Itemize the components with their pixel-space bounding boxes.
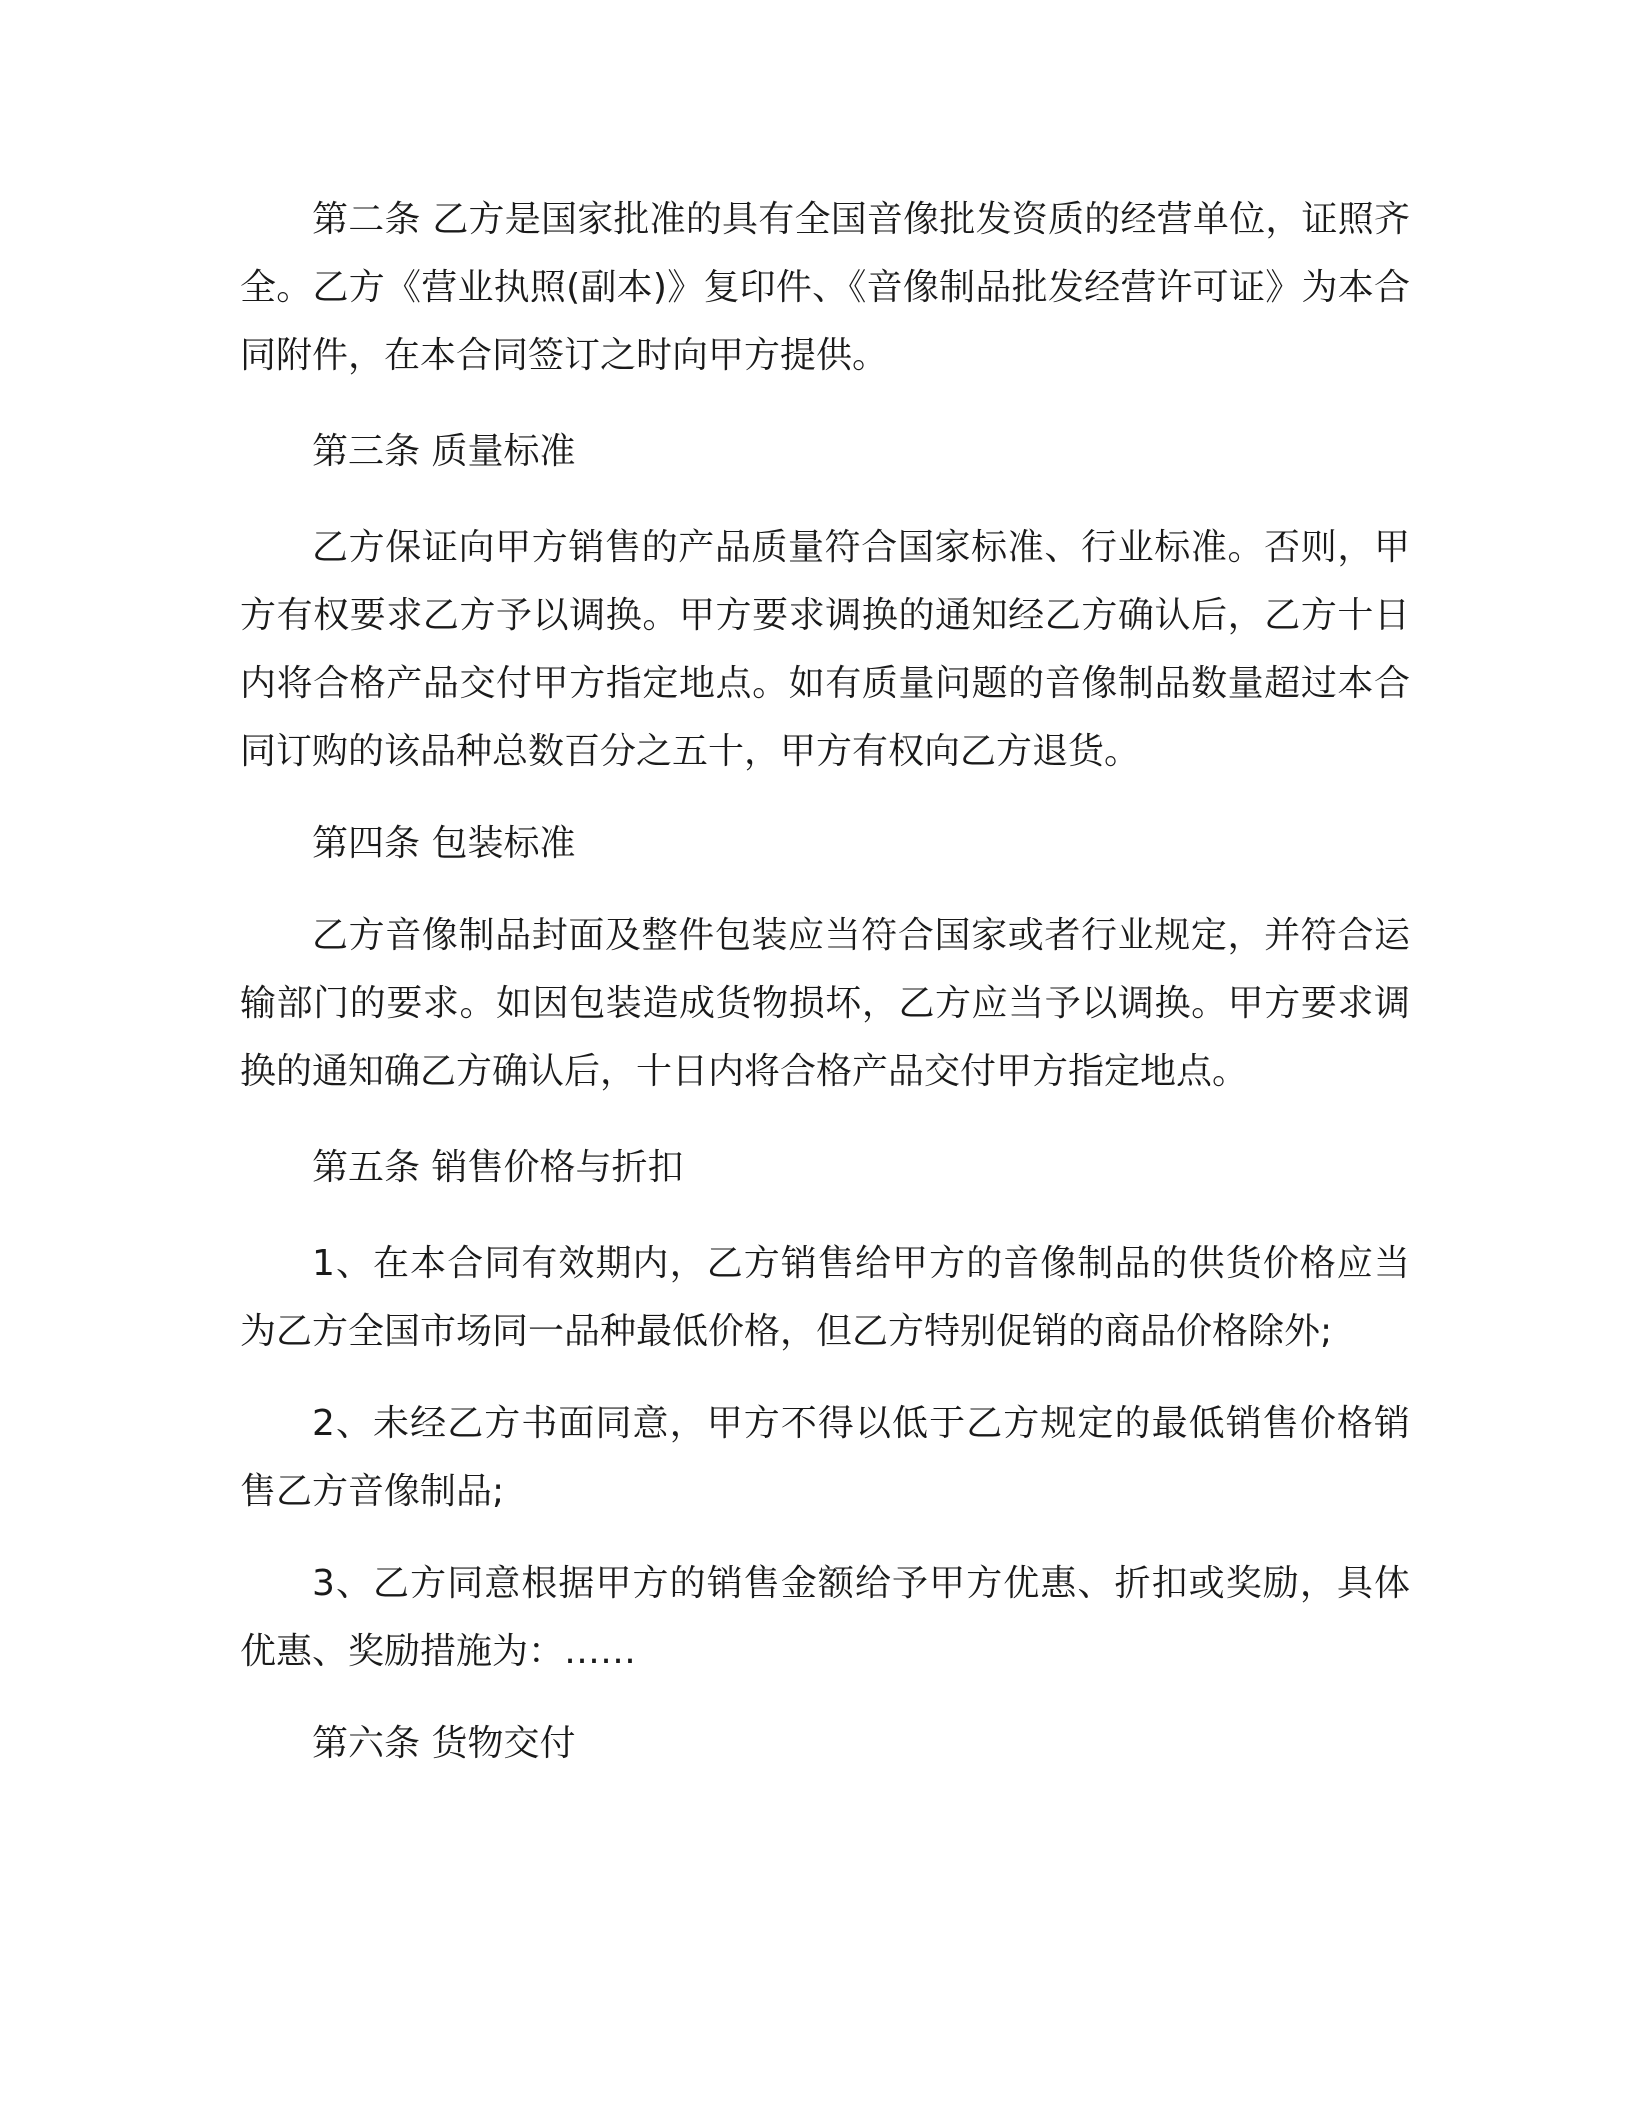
paragraph-price-item-2: 2、未经乙方书面同意，甲方不得以低于乙方规定的最低销售价格销售乙方音像制品; <box>240 1403 1410 1512</box>
heading-article-5: 第五条 销售价格与折扣 <box>312 1147 684 1188</box>
paragraph-quality-standard: 乙方保证向甲方销售的产品质量符合国家标准、行业标准。否则，甲方有权要求乙方予以调换。甲方要求调换的通知经乙方确认后，乙方十日内将合格产品交付甲方指定地点。如有质量问题的音像制品数量超过本合同订购的该品种总数百分之五十，甲方有权向乙方退货。 <box>240 527 1410 772</box>
heading-article-6: 第六条 货物交付 <box>312 1723 576 1764</box>
paragraph-packaging-standard: 乙方音像制品封面及整件包装应当符合国家或者行业规定，并符合运输部门的要求。如因包装造成货物损坏，乙方应当予以调换。甲方要求调换的通知确乙方确认后，十日内将合格产品交付甲方指定地点。 <box>240 915 1410 1092</box>
paragraph-article-2: 第二条 乙方是国家批准的具有全国音像批发资质的经营单位，证照齐全。乙方《营业执照(副本)》复印件、《音像制品批发经营许可证》为本合同附件，在本合同签订之时向甲方提供。 <box>240 199 1410 376</box>
heading-article-4: 第四条 包装标准 <box>312 823 576 864</box>
document-body <box>240 186 1410 1778</box>
paragraph-price-item-1: 1、在本合同有效期内，乙方销售给甲方的音像制品的供货价格应当为乙方全国市场同一品种最低价格，但乙方特别促销的商品价格除外; <box>240 1243 1410 1352</box>
paragraph-price-item-3: 3、乙方同意根据甲方的销售金额给予甲方优惠、折扣或奖励，具体优惠、奖励措施为：…… <box>240 1563 1410 1672</box>
heading-article-3: 第三条 质量标准 <box>312 431 576 472</box>
